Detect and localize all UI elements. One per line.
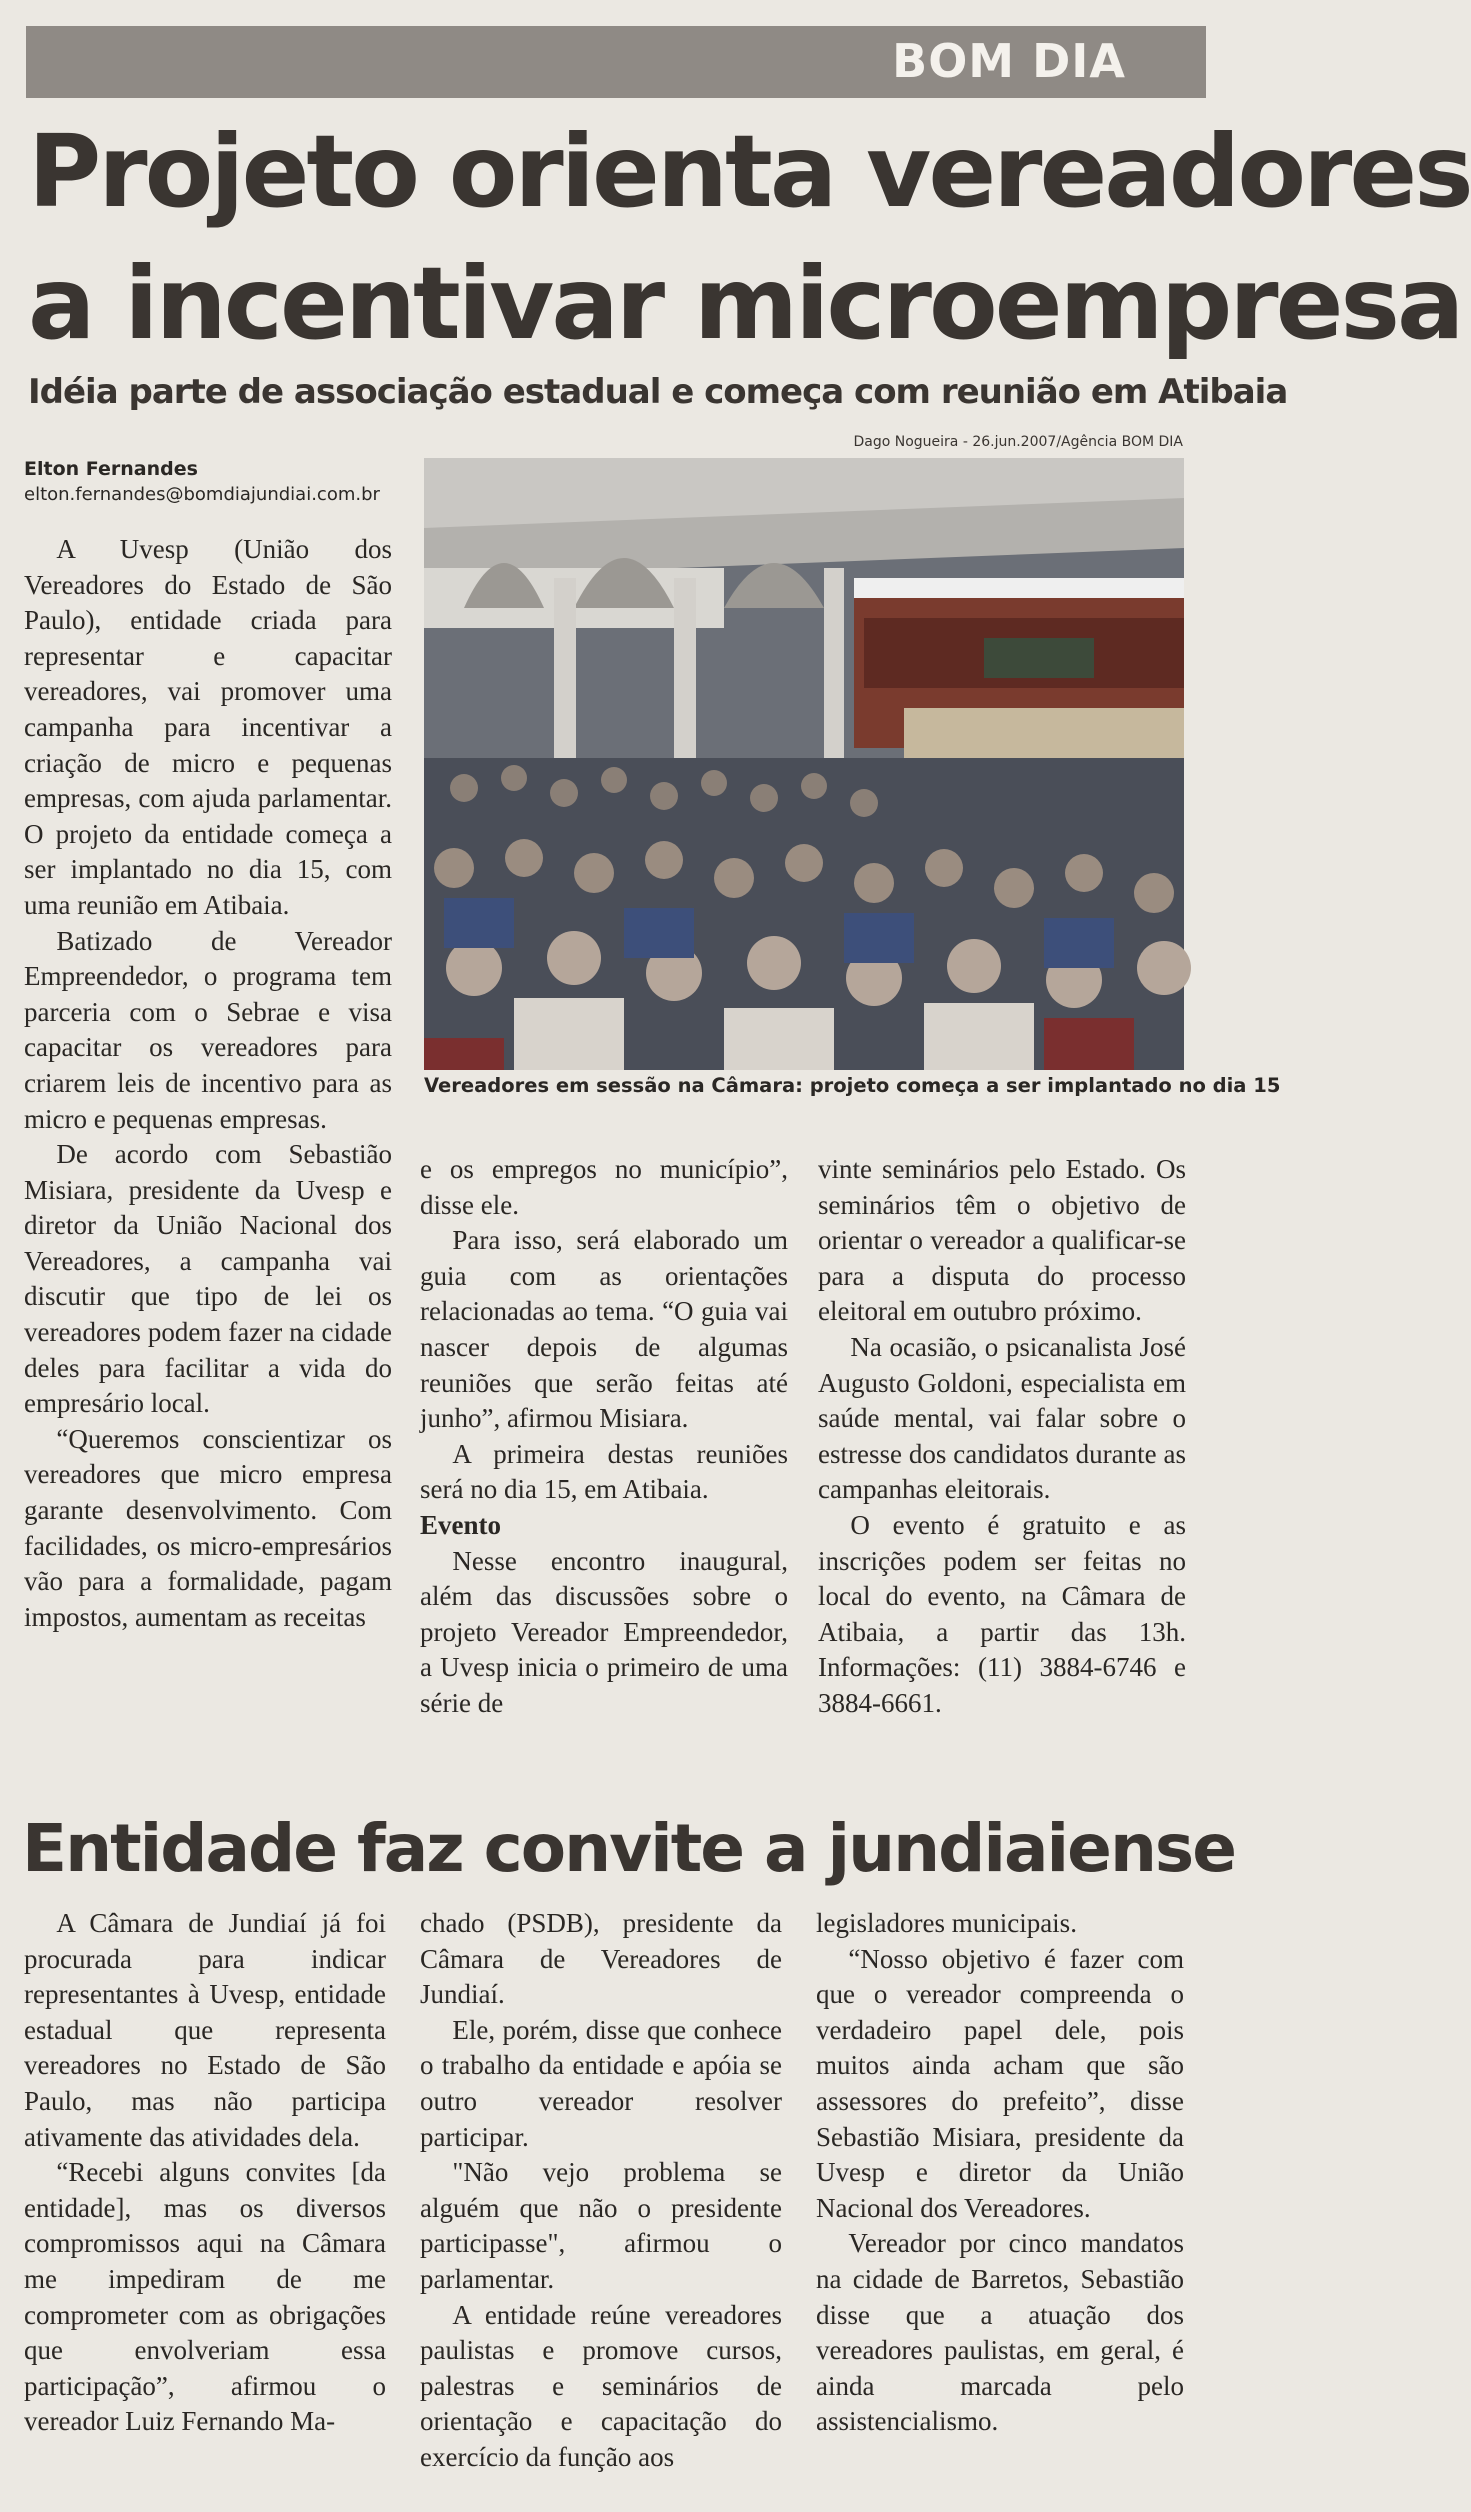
article-1-column-2 bbox=[420, 1152, 788, 1722]
paragraph: vinte seminários pelo Estado. Os seminários têm o objetivo de orientar o vereador a qualificar-se para a disputa do processo eleitoral em outubro próximo. bbox=[818, 1154, 1186, 1327]
paragraph: chado (PSDB), presidente da Câmara de Vereadores de Jundiaí. bbox=[420, 1908, 782, 2010]
byline-email: elton.fernandes@bomdiajundiai.com.br bbox=[24, 484, 380, 505]
paragraph: Batizado de Vereador Empreendedor, o programa tem parceria com o Sebrae e visa capacitar os vereadores para criarem leis de incentivo para as micro e pequenas empresas. bbox=[24, 925, 392, 1134]
paragraph: Nesse encontro inaugural, além das discussões sobre o projeto Vereador Empreendedor, a Uvesp inicia o primeiro de uma série de bbox=[420, 1545, 788, 1718]
paragraph: A Uvesp (União dos Vereadores do Estado de São Paulo), entidade criada para representar e capacitar vereadores, vai promover uma campanha para incentivar a criação de micro e pequenas empresas, com ajuda parlamentar. O projeto da entidade começa a ser implantado no dia 15, com uma reunião em Atibaia. bbox=[24, 534, 392, 920]
article-2-column-2 bbox=[420, 1906, 782, 2476]
paragraph: “Nosso objetivo é fazer com que o vereador compreenda o verdadeiro papel dele, pois muitos ainda acham que são assessores do prefeito”, disse Sebastião Misiara, presidente da Uvesp e diretor da União Nacional dos Vereadores. bbox=[816, 1943, 1184, 2223]
article-2-column-3 bbox=[816, 1906, 1184, 2440]
paragraph: legisladores municipais. bbox=[816, 1908, 1077, 1938]
paragraph: A Câmara de Jundiaí já foi procurada para indicar representantes à Uvesp, entidade estadual que representa vereadores no Estado de São Paulo, mas não participa ativamente das atividades dela. bbox=[24, 1908, 386, 2152]
byline-author: Elton Fernandes bbox=[24, 458, 198, 480]
photo-caption: Vereadores em sessão na Câmara: projeto começa a ser implantado no dia 15 bbox=[424, 1074, 1281, 1097]
paragraph: Na ocasião, o psicanalista José Augusto Goldoni, especialista em saúde mental, vai falar sobre o estresse dos candidatos durante as campanhas eleitorais. bbox=[818, 1331, 1186, 1505]
paragraph: De acordo com Sebastião Misiara, presidente da Uvesp e diretor da União Nacional dos Vereadores, a campanha vai discutir que tipo de lei os vereadores podem fazer na cidade deles para facilitar a vida do empresário local. bbox=[24, 1139, 392, 1419]
paragraph: O evento é gratuito e as inscrições podem ser feitas no local do evento, na Câmara de Atibaia, a partir das 13h. Informações: (11) 3884-6746 e 3884-6661. bbox=[818, 1509, 1186, 1718]
paragraph: e os empregos no município”, disse ele. bbox=[420, 1154, 788, 1220]
article-2-headline: Entidade faz convite a jundiaiense bbox=[22, 1810, 1235, 1887]
paragraph: A primeira destas reuniões será no dia 15, em Atibaia. bbox=[420, 1438, 788, 1505]
section-subtitle: Evento bbox=[420, 1509, 501, 1540]
paragraph: "Não vejo problema se alguém que não o presidente participasse", afirmou o parlamentar. bbox=[420, 2157, 782, 2294]
paragraph: Para isso, será elaborado um guia com as orientações relacionadas ao tema. “O guia vai nascer depois de algumas reuniões que serão feitas até junho”, afirmou Misiara. bbox=[420, 1225, 788, 1434]
section-label: BOM DIA bbox=[892, 34, 1126, 88]
photo-credit: Dago Nogueira - 26.jun.2007/Agência BOM DIA bbox=[853, 434, 1183, 450]
chamber-photo-illustration bbox=[424, 458, 1184, 1070]
paragraph: Ele, porém, disse que conhece o trabalho da entidade e apóia se outro vereador resolver participar. bbox=[420, 2014, 782, 2152]
article-1-column-1 bbox=[24, 532, 392, 1635]
paragraph: A entidade reúne vereadores paulistas e promove cursos, palestras e seminários de orientação e capacitação do exercício da função aos bbox=[420, 2299, 782, 2472]
subheadline: Idéia parte de associação estadual e começa com reunião em Atibaia bbox=[28, 372, 1288, 412]
section-banner bbox=[26, 26, 1206, 98]
headline-line-1: Projeto orienta vereadores bbox=[28, 113, 1471, 230]
article-2-column-1 bbox=[24, 1906, 386, 2440]
paragraph: “Queremos conscientizar os vereadores que micro empresa garante desenvolvimento. Com facilidades, os micro-empresários vão para a formalidade, pagam impostos, aumentam as receitas bbox=[24, 1423, 392, 1632]
article-1-column-3 bbox=[818, 1152, 1186, 1722]
paragraph: “Recebi alguns convites [da entidade], mas os diversos compromissos aqui na Câmara me impediram de me comprometer com as obrigações que envolveriam essa participação”, afirmou o vereador Luiz Fernando Ma- bbox=[24, 2157, 386, 2437]
chamber-session-photo bbox=[424, 458, 1184, 1070]
headline-line-2: a incentivar microempresa bbox=[28, 245, 1462, 362]
paragraph: Vereador por cinco mandatos na cidade de Barretos, Sebastião disse que a atuação dos vereadores paulistas, em geral, é ainda marcada pelo assistencialismo. bbox=[816, 2228, 1184, 2437]
